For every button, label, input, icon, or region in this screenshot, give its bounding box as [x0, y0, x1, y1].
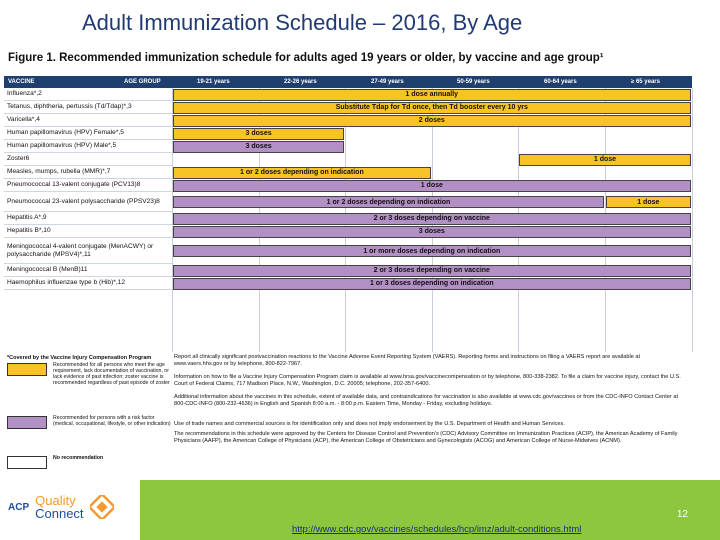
note-additional-info: Additional information about the vaccines in this schedule, extent of available data, and contraindications for vaccination is also available at www.cdc.gov/vaccines or from the CDC-INFO Contact Center at 800-CDC-INFO (800-232-4636) in English and Spanish 8:00 a.m. - 8:00 p.m. Eastern Time, Monday - Friday, excluding holidays. — [174, 394, 679, 407]
note-compensation: Information on how to file a Vaccine Injury Compensation Program claim is available at www.hrsa.gov/vaccinecompensation or by telephone, 800-338-2382. To file a claim for vaccine injury, contact the U.S. Court of Federal Claims, 717 Madison Place, N.W., Washington, D.C. 20005; telephone, 202-357-6400. — [174, 374, 681, 387]
schedule-bar: 2 or 3 doses depending on vaccine — [173, 265, 691, 277]
vaccine-row-label: Human papillomavirus (HPV) Female*,5 — [4, 127, 172, 140]
age-col-3: 50-59 years — [457, 79, 490, 85]
figure-title: Figure 1. Recommended immunization schedule for adults aged 19 years or older, by vaccine and age group¹ — [8, 52, 604, 64]
header-vaccine: VACCINE — [8, 79, 35, 85]
vaccine-row-label: Pneumococcal 23-valent polysaccharide (PPSV23)8 — [4, 192, 172, 212]
vaccine-row-label: Hepatitis A*,9 — [4, 212, 172, 225]
age-col-0: 19-21 years — [197, 79, 230, 85]
logo-wordmark — [35, 494, 83, 520]
schedule-bar: 1 or 2 doses depending on indication — [173, 196, 604, 208]
legend-none-swatch — [7, 456, 47, 469]
schedule-bar: 1 dose — [519, 154, 690, 166]
age-col-2: 27-49 years — [371, 79, 404, 85]
schedule-bar: 1 dose annually — [173, 89, 691, 101]
age-col-5: ≥ 65 years — [631, 79, 660, 85]
logo-connect: Connect — [35, 506, 84, 521]
vaccine-row-label: Varicella*,4 — [4, 114, 172, 127]
header-age-group: AGE GROUP — [124, 79, 161, 85]
schedule-bar: 3 doses — [173, 226, 691, 238]
page-number: 12 — [676, 509, 688, 520]
logo-quality: Quality — [35, 493, 76, 508]
vaccine-row-label: Influenza*,2 — [4, 88, 172, 101]
vaccine-row-label: Hepatitis B*,10 — [4, 225, 172, 238]
logo-acp: ACP — [8, 501, 30, 513]
vaccine-row-label: Zoster6 — [4, 153, 172, 166]
vaccine-row-label: Tetanus, diphtheria, pertussis (Td/Tdap)*,3 — [4, 101, 172, 114]
legend-none-text: No recommendation — [53, 455, 104, 461]
note-vaers: Report all clinically significant postvaccination reactions to the Vaccine Adverse Event Reporting System (VAERS). Reporting forms and instructions on filing a VAERS report are available at www.vaers.hhs.gov or by telephone, 800-822-7967. — [174, 354, 641, 367]
vaccine-row-label: Meningococcal B (MenB)11 — [4, 264, 172, 277]
table-header — [4, 76, 692, 88]
legend-none — [7, 456, 173, 469]
schedule-bar: 1 or more doses depending on indication — [173, 245, 691, 257]
source-link[interactable]: http://www.cdc.gov/vaccines/schedules/hcp/imz/adult-conditions.html — [292, 524, 582, 535]
vaccine-row-label: Pneumococcal 13-valent conjugate (PCV13)8 — [4, 179, 172, 192]
legend-yellow — [7, 363, 173, 387]
legend-covered-note: *Covered by the Vaccine Injury Compensation Program — [7, 355, 152, 361]
slide-title: Adult Immunization Schedule – 2016, By Age — [82, 10, 523, 35]
legend-purple-swatch — [7, 416, 47, 429]
schedule-bar: 3 doses — [173, 128, 344, 140]
age-col-4: 60-64 years — [544, 79, 577, 85]
vaccine-row-label: Meningococcal 4-valent conjugate (MenACWY) or polysaccharide (MPSV4)*,11 — [4, 238, 172, 264]
schedule-bar: 1 dose — [173, 180, 691, 192]
schedule-bar: 1 or 2 doses depending on indication — [173, 167, 431, 179]
note-approval: The recommendations in this schedule were approved by the Centers for Disease Control and Prevention's (CDC) Advisory Committee on Immunization Practices (ACIP), the American Academy of Family Physicians (AAFP), the American College of Physicians (ACP), the American College of Obstetricians and Gynecologists (ACOG) and American College of Nurse-Midwives (ACNM). — [174, 431, 678, 444]
schedule-bar: 1 or 3 doses depending on indication — [173, 278, 691, 290]
vaccine-row-label: Haemophilus influenzae type b (Hib)*,12 — [4, 277, 172, 290]
legend-yellow-swatch — [7, 363, 47, 376]
schedule-bar: 1 dose — [606, 196, 691, 208]
acp-quality-connect-logo — [8, 494, 114, 520]
schedule-bar: 2 doses — [173, 115, 691, 127]
vaccine-row-label: Human papillomavirus (HPV) Male*,5 — [4, 140, 172, 153]
legend-yellow-text: Recommended for all persons who meet the age requirement, lack documentation of vaccination, or lack evidence of past infection; zoster vaccine is recommended regardless of past episode of zoster — [53, 362, 170, 386]
schedule-bar: Substitute Tdap for Td once, then Td booster every 10 yrs — [173, 102, 691, 114]
grid-column-line — [692, 88, 693, 352]
schedule-bar: 3 doses — [173, 141, 344, 153]
logo-mark-icon — [90, 495, 114, 519]
legend-purple-text: Recommended for persons with a risk factor (medical, occupational, lifestyle, or other indication) — [53, 415, 171, 427]
vaccine-row-label: Measles, mumps, rubella (MMR)*,7 — [4, 166, 172, 179]
schedule-bar: 2 or 3 doses depending on vaccine — [173, 213, 691, 225]
schedule-figure — [4, 52, 692, 472]
legend-purple — [7, 416, 173, 429]
age-col-1: 22-26 years — [284, 79, 317, 85]
note-trade-names: Use of trade names and commercial sources is for identification only and does not imply endorsement by the U.S. Department of Health and Human Services. — [174, 421, 565, 427]
